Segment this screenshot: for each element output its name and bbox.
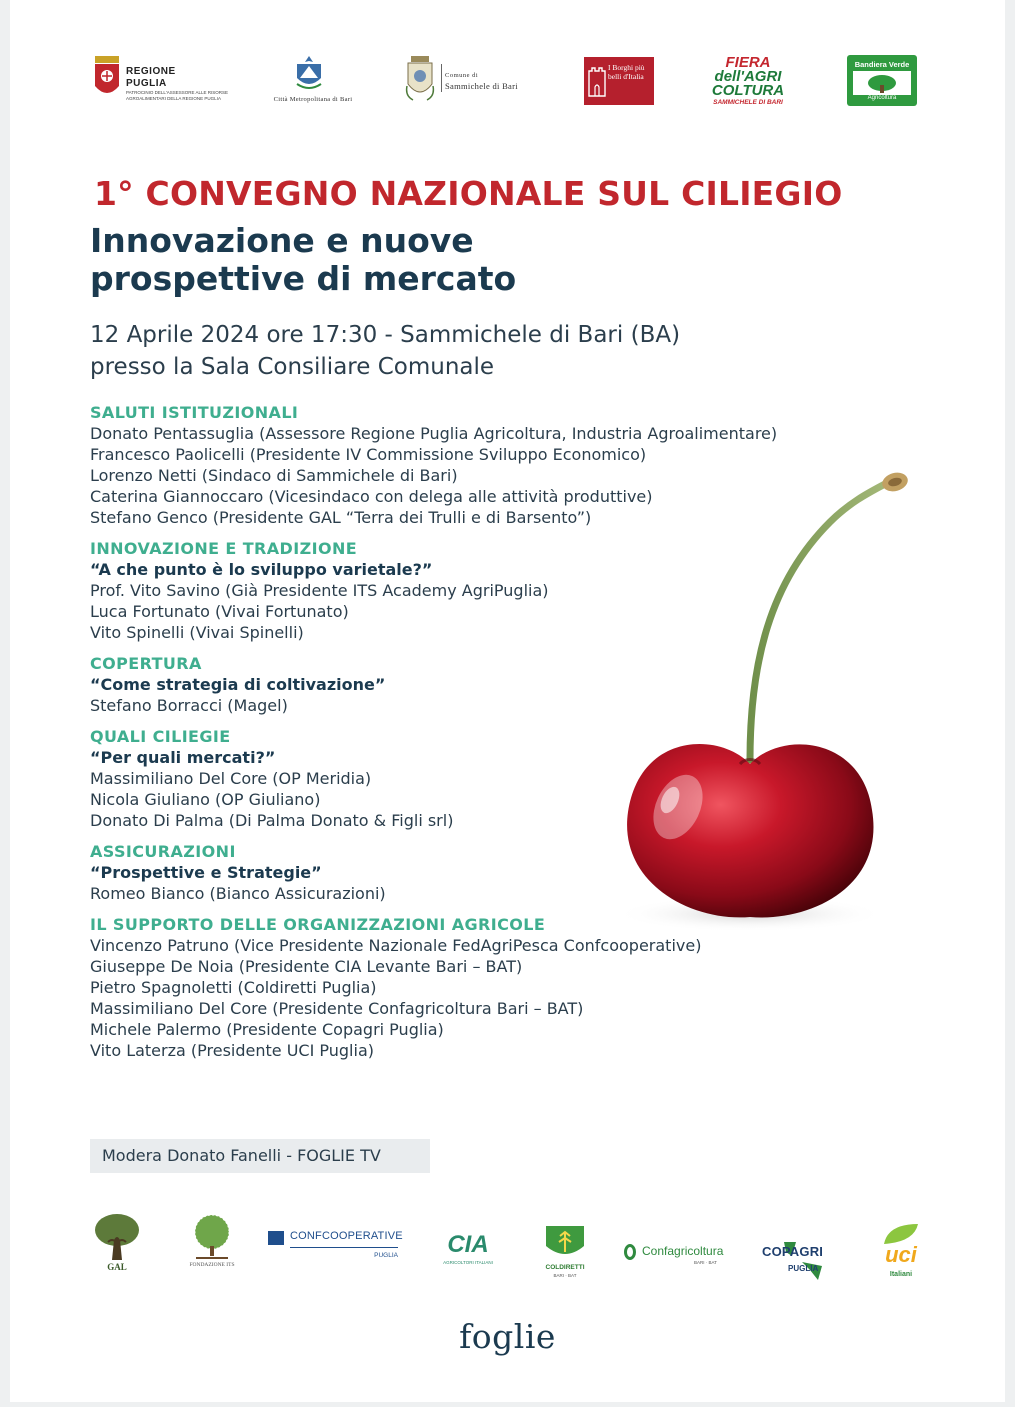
- speaker: Massimiliano Del Core (OP Meridia): [90, 769, 372, 788]
- bandiera-verde-logo: [847, 55, 917, 106]
- fondazione-its-label: FONDAZIONE ITS: [189, 1262, 235, 1268]
- cia-logo: [434, 1232, 502, 1288]
- regione-puglia-line1: REGIONE: [126, 66, 176, 77]
- section-title: INNOVAZIONE E TRADIZIONE: [90, 539, 358, 558]
- speaker: Prof. Vito Savino (Già Presidente ITS Academy AgriPuglia): [90, 581, 549, 600]
- speaker: Vincenzo Patruno (Vice Presidente Nazionale FedAgriPesca Confcooperative): [90, 936, 702, 955]
- comune-sammichele-logo: [405, 56, 535, 106]
- fiera-label-line4: SAMMICHELE DI BARI: [713, 99, 783, 106]
- cia-sublabel: AGRICOLTORI ITALIANI: [443, 1260, 493, 1265]
- section-copertura: [90, 654, 890, 716]
- coldiretti-sublabel: BARI · BAT: [553, 1273, 577, 1278]
- confagricoltura-logo: [624, 1242, 736, 1282]
- regione-puglia-line2: PUGLIA: [126, 78, 167, 89]
- section-title: COPERTURA: [90, 654, 202, 673]
- event-subtitle: [90, 222, 790, 298]
- section-innovazione: [90, 539, 890, 643]
- copagri-sublabel: PUGLIA: [788, 1264, 819, 1273]
- comune-divider: [441, 64, 442, 92]
- uci-logo: [874, 1222, 928, 1282]
- fiera-label-line3: COLTURA: [711, 82, 785, 99]
- tree-globe-icon: [184, 1212, 240, 1262]
- speaker: Donato Pentassuglia (Assessore Regione Puglia Agricoltura, Industria Agroalimentare): [90, 424, 778, 443]
- confcooperative-label: CONFCOOPERATIVE: [290, 1230, 403, 1242]
- citta-metropolitana-label: Città Metropolitana di Bari: [273, 96, 353, 103]
- confagricoltura-label: Confagricoltura: [642, 1244, 724, 1258]
- fiera-agricoltura-logo: [692, 55, 804, 110]
- gal-logo: [90, 1212, 144, 1282]
- coldiretti-label: COLDIRETTI: [545, 1264, 585, 1271]
- regione-puglia-caption: PATROCINIO DELL'ASSESSORE ALLE RISORSE AGROALIMENTARI DELLA REGIONE PUGLIA: [126, 90, 228, 101]
- section-quote: “A che punto è lo sviluppo varietale?”: [90, 560, 433, 579]
- poster: [10, 0, 1005, 1402]
- section-title: IL SUPPORTO DELLE ORGANIZZAZIONI AGRICOLE: [90, 915, 546, 934]
- coldiretti-logo: [542, 1224, 588, 1284]
- speaker: Luca Fortunato (Vivai Fortunato): [90, 602, 349, 621]
- speaker: Giuseppe De Noia (Presidente CIA Levante Bari – BAT): [90, 957, 523, 976]
- confagricoltura-mark-icon: [624, 1244, 636, 1260]
- confagricoltura-sublabel: BARI · BAT: [694, 1260, 717, 1265]
- speaker: Vito Spinelli (Vivai Spinelli): [90, 623, 304, 642]
- copagri-label: COPAGRI: [762, 1244, 824, 1259]
- speaker: Vito Laterza (Presidente UCI Puglia): [90, 1041, 374, 1060]
- section-title: QUALI CILIEGIE: [90, 727, 231, 746]
- subtitle-line1: Innovazione e nuove: [90, 221, 474, 260]
- confcooperative-mark-icon: [268, 1231, 284, 1245]
- confcooperative-logo: [268, 1228, 403, 1284]
- comune-label-line2: Sammichele di Bari: [445, 81, 518, 91]
- regione-puglia-shield-icon: [94, 56, 120, 100]
- confcooperative-region: PUGLIA: [374, 1252, 398, 1259]
- section-assicurazioni: [90, 842, 890, 904]
- speaker: Caterina Giannoccaro (Vicesindaco con delega alle attività produttive): [90, 487, 653, 506]
- tower-icon: [588, 67, 606, 97]
- moderator-box: Modera Donato Fanelli - FOGLIE TV: [90, 1139, 430, 1173]
- fiera-label-line1: FIERA: [725, 54, 771, 71]
- uci-sublabel: Italiani: [889, 1271, 913, 1278]
- section-title: SALUTI ISTITUZIONALI: [90, 403, 299, 422]
- tree-icon: [853, 71, 911, 95]
- borghi-label: I Borghi più belli d'Italia: [608, 63, 645, 81]
- comune-crest-icon: [405, 56, 435, 102]
- citta-metropolitana-logo: [258, 56, 368, 108]
- foglie-brand: foglie: [459, 1317, 556, 1356]
- event-title: 1° CONVEGNO NAZIONALE SUL CILIEGIO: [94, 174, 843, 213]
- confcooperative-rule: [290, 1247, 398, 1248]
- citta-metropolitana-emblem-icon: [294, 56, 324, 92]
- section-quote: “Prospettive e Strategie”: [90, 863, 322, 882]
- speaker: Massimiliano Del Core (Presidente Confagricoltura Bari – BAT): [90, 999, 584, 1018]
- copagri-logo: [762, 1240, 834, 1284]
- cia-label: CIA: [447, 1231, 489, 1258]
- section-quote: “Per quali mercati?”: [90, 748, 276, 767]
- bandiera-verde-emblem: [853, 71, 911, 95]
- fiera-label-line2: dell'AGRI: [714, 68, 782, 85]
- event-date: 12 Aprile 2024 ore 17:30 - Sammichele di Bari (BA): [90, 322, 681, 348]
- comune-label-line1: Comune di: [445, 72, 479, 79]
- event-venue: presso la Sala Consiliare Comunale: [90, 354, 495, 380]
- section-supporto: [90, 915, 890, 1061]
- speaker: Lorenzo Netti (Sindaco di Sammichele di Bari): [90, 466, 458, 485]
- coldiretti-shield-icon: [544, 1224, 586, 1262]
- section-title: ASSICURAZIONI: [90, 842, 236, 861]
- speaker: Donato Di Palma (Di Palma Donato & Figli srl): [90, 811, 454, 830]
- uci-label: uci: [885, 1242, 917, 1267]
- bandiera-verde-sublabel: Agricoltura: [867, 95, 897, 101]
- bandiera-verde-label: Bandiera Verde: [854, 60, 910, 69]
- borghi-piu-belli-logo: [584, 57, 654, 105]
- speaker: Stefano Genco (Presidente GAL “Terra dei Trulli e di Barsento”): [90, 508, 592, 527]
- speaker: Francesco Paolicelli (Presidente IV Commissione Sviluppo Economico): [90, 445, 647, 464]
- section-quote: “Come strategia di coltivazione”: [90, 675, 386, 694]
- section-saluti: [90, 403, 890, 528]
- regione-puglia-logo: [94, 56, 244, 106]
- program: [90, 403, 890, 1072]
- speaker: Pietro Spagnoletti (Coldiretti Puglia): [90, 978, 377, 997]
- section-quali-ciliegie: [90, 727, 890, 831]
- speaker: Michele Palermo (Presidente Copagri Puglia): [90, 1020, 444, 1039]
- speaker: Romeo Bianco (Bianco Assicurazioni): [90, 884, 386, 903]
- subtitle-line2: prospettive di mercato: [90, 259, 517, 298]
- speaker: Nicola Giuliano (OP Giuliano): [90, 790, 321, 809]
- speaker: Stefano Borracci (Magel): [90, 696, 288, 715]
- fondazione-its-logo: [184, 1212, 240, 1282]
- olive-tree-icon: [90, 1212, 144, 1262]
- gal-label: GAL: [107, 1262, 127, 1272]
